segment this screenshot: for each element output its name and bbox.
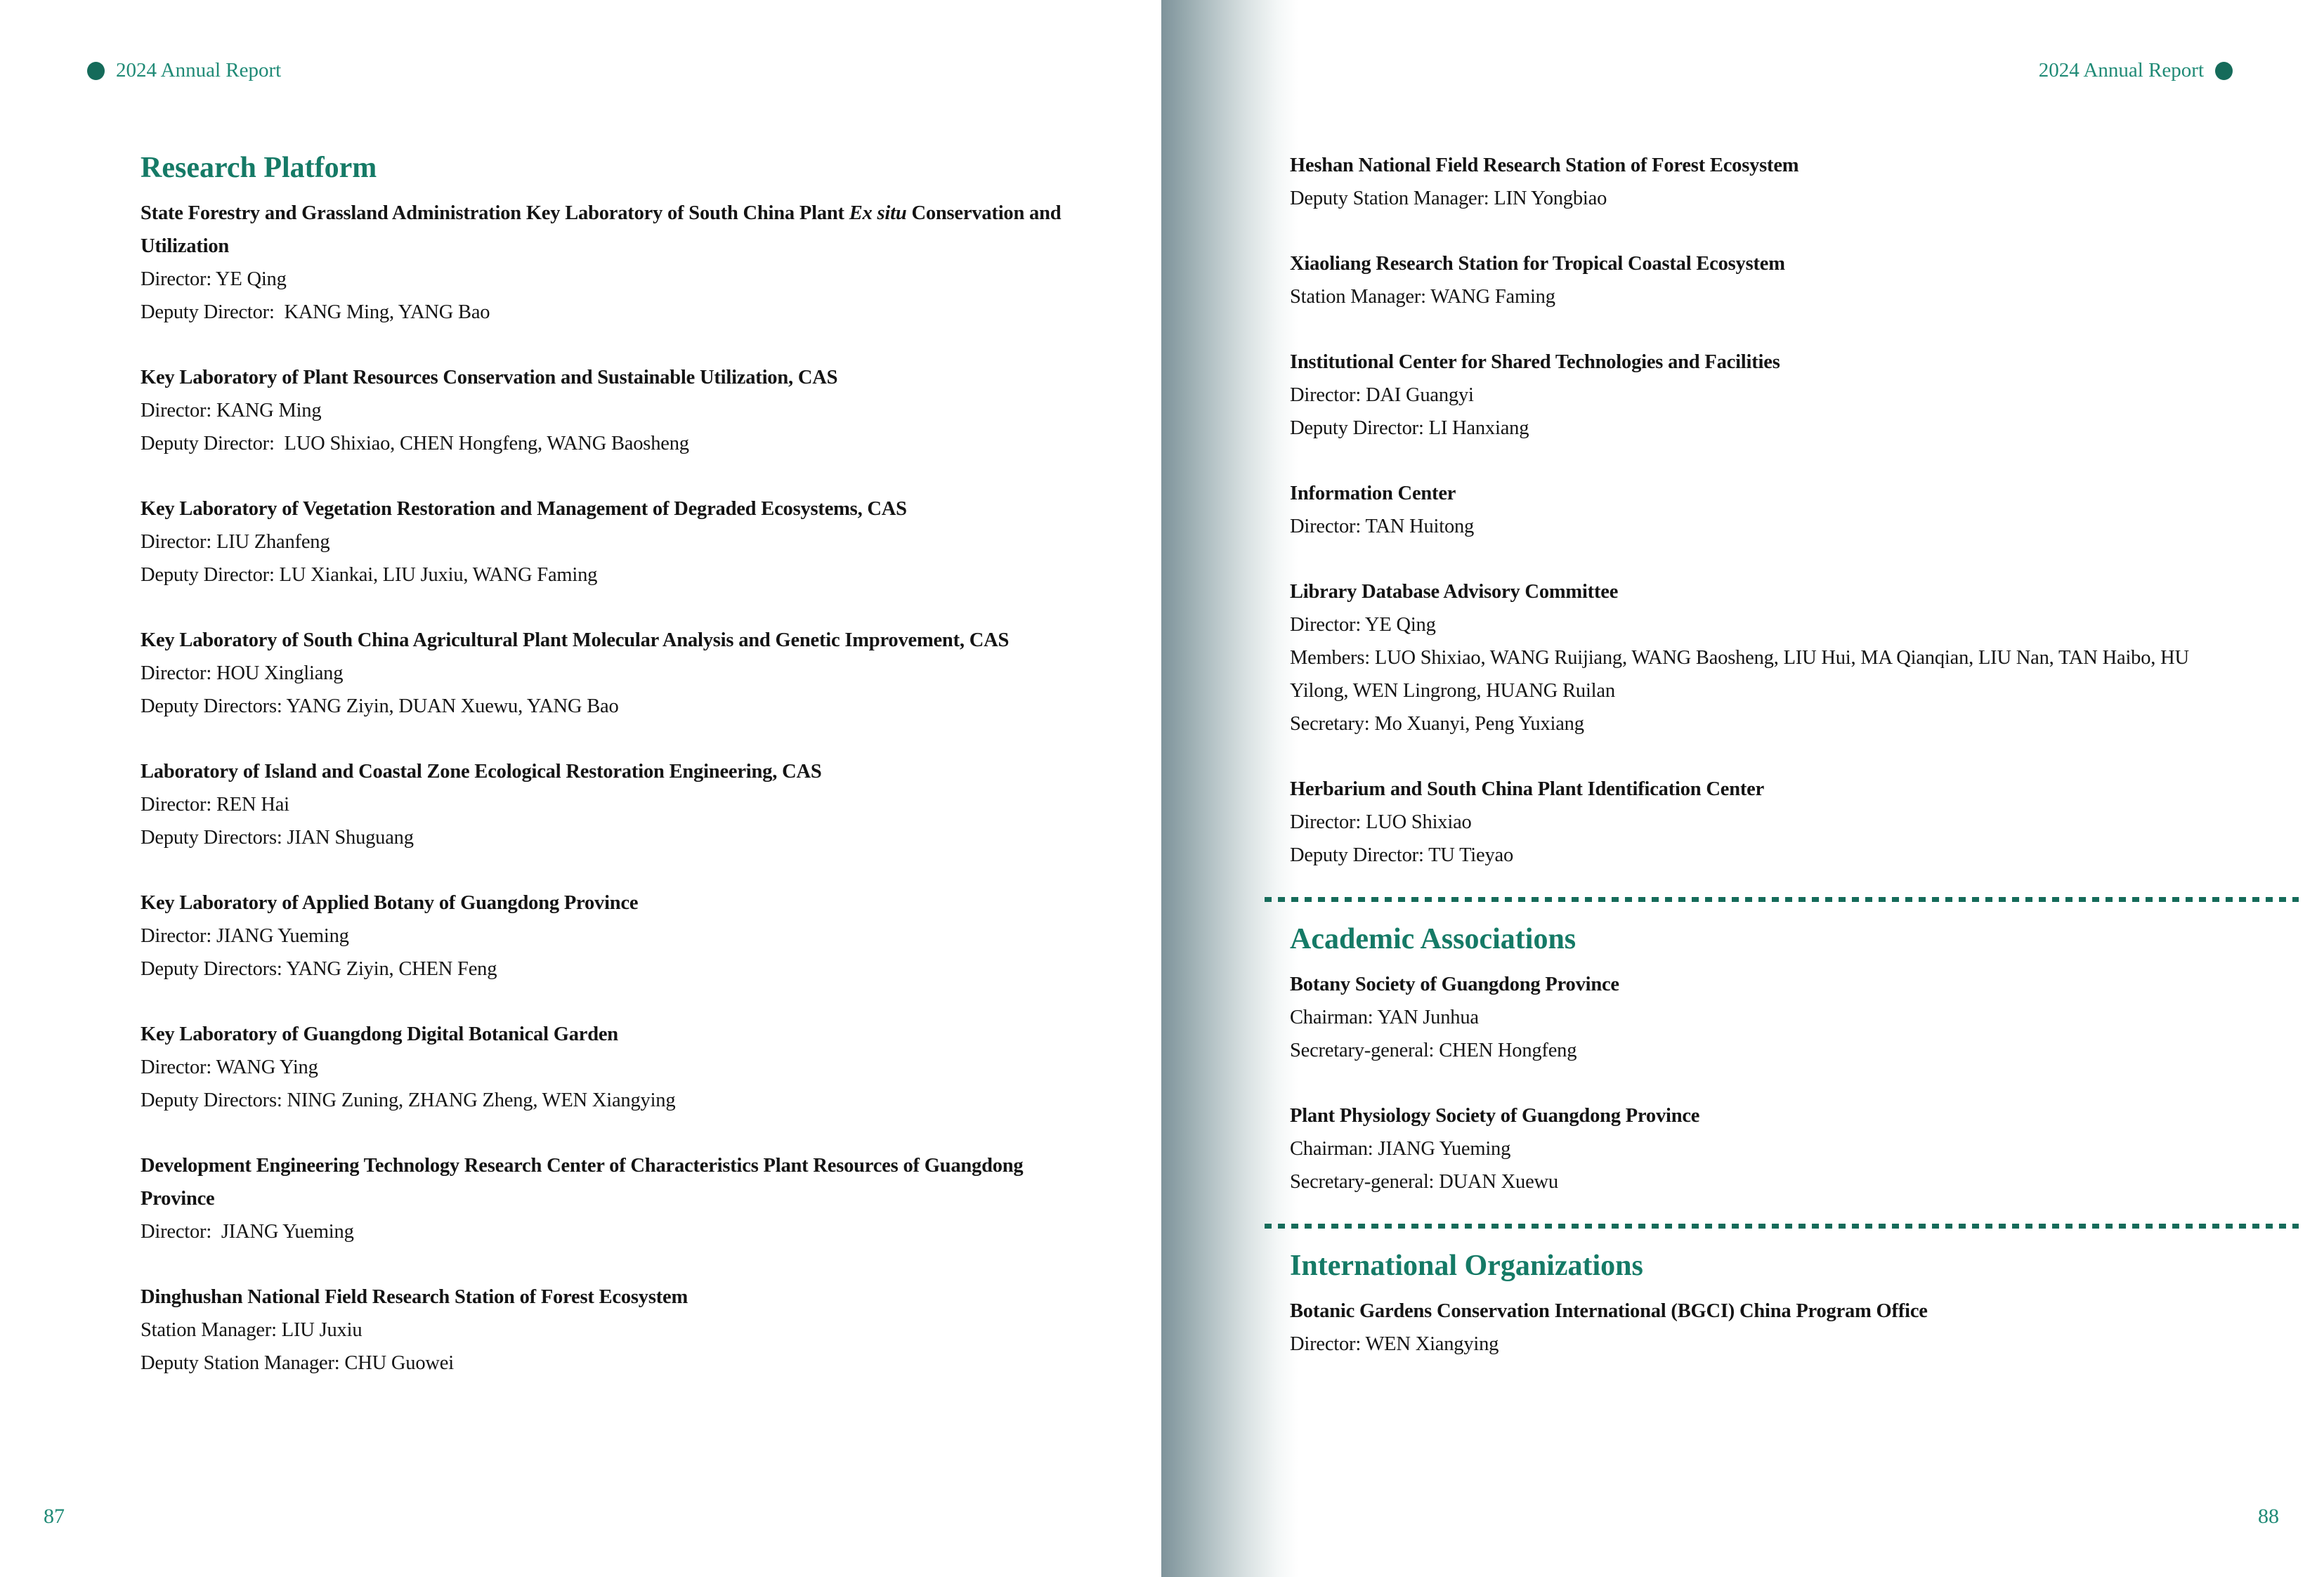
org-title-run: Key Laboratory of South China Agricultural Plant Molecular Analysis and Genetic Improvement, CAS [141,629,1010,651]
org-detail-line: Deputy Director: LU Xiankai, LIU Juxiu, WANG Faming [141,564,598,586]
org-title [141,361,1075,394]
org-detail-line: Deputy Directors: NING Zuning, ZHANG Zheng, WEN Xiangying [141,1089,676,1111]
org-block [1290,149,2251,215]
org-detail-line: Chairman: YAN Junhua [1290,1007,1479,1028]
section-heading: Research Platform [141,152,377,184]
org-block [1290,1295,2251,1361]
org-detail-line: Director: JIANG Yueming [141,925,349,947]
org-detail-line: Director: WEN Xiangying [1290,1333,1499,1355]
org-detail-line: Director: LIU Zhanfeng [141,531,330,553]
org-title-run: Key Laboratory of Guangdong Digital Botanical Garden [141,1023,618,1045]
org-block [141,492,1075,591]
org-detail-line: Deputy Director: KANG Ming, YANG Bao [141,301,490,323]
org-title [1290,477,2251,510]
org-title [1290,346,2251,379]
org-title [1290,247,2251,280]
org-title [141,492,1075,525]
org-title-run: Herbarium and South China Plant Identification Center [1290,778,1765,800]
org-block [1290,575,2251,740]
org-title-run: Library Database Advisory Committee [1290,581,1619,603]
org-title-run: Institutional Center for Shared Technologies and Facilities [1290,351,1780,373]
org-detail-line: Secretary-general: CHEN Hongfeng [1290,1040,1577,1061]
org-block [141,624,1075,723]
page-number-right: 88 [2258,1505,2279,1528]
org-title [1290,968,2251,1001]
bullet-dot-icon [2215,62,2233,80]
org-detail-line: Deputy Station Manager: LIN Yongbiao [1290,188,1607,209]
org-title-run: Laboratory of Island and Coastal Zone Ecological Restoration Engineering, CAS [141,761,822,783]
org-title-run: Development Engineering Technology Research Center of Characteristics Plant Resources of Guangdong Province [141,1155,1029,1210]
org-block [141,1281,1075,1380]
org-title-run: Information Center [1290,483,1456,504]
org-title [1290,149,2251,182]
report-header-right [2039,59,2233,82]
org-title-run: Botany Society of Guangdong Province [1290,974,1619,995]
org-title-run: Heshan National Field Research Station of Forest Ecosystem [1290,155,1799,176]
org-detail-line: Director: HOU Xingliang [141,662,344,684]
org-title [141,1149,1075,1215]
org-title [141,886,1075,920]
org-detail-line: Director: YE Qing [1290,614,1436,636]
org-detail-line: Deputy Director: LI Hanxiang [1290,417,1529,439]
org-block [1290,477,2251,543]
org-title-run: Xiaoliang Research Station for Tropical Coastal Ecosystem [1290,253,1785,275]
org-block [141,361,1075,460]
report-header-left [87,59,281,82]
gutter-shadow [1161,0,1298,1577]
org-detail-line: Deputy Director: TU Tieyao [1290,844,1514,866]
org-detail-line: Director: REN Hai [141,794,289,816]
org-detail-line: Director: WANG Ying [141,1056,318,1078]
org-title [141,197,1075,263]
org-title-run: Key Laboratory of Vegetation Restoration and Management of Degraded Ecosystems, CAS [141,498,907,520]
org-detail-line: Deputy Director: LUO Shixiao, CHEN Hongfeng, WANG Baosheng [141,433,689,454]
left-page-content [141,149,1075,1412]
org-block [141,886,1075,986]
section-heading: Academic Associations [1290,923,1576,955]
org-block [1290,773,2251,872]
org-title-run: Key Laboratory of Applied Botany of Guangdong Province [141,892,639,914]
org-block [141,197,1075,329]
org-title [1290,773,2251,806]
org-detail-line: Director: TAN Huitong [1290,516,1475,537]
org-block [141,1018,1075,1117]
org-title [1290,1295,2251,1328]
org-block [1290,247,2251,313]
org-detail-line: Director: LUO Shixiao [1290,811,1472,833]
org-title [141,624,1075,657]
org-detail-line: Members: LUO Shixiao, WANG Ruijiang, WANG Baosheng, LIU Hui, MA Qianqian, LIU Nan, TAN Haibo, HU Yilong, WEN Lingrong, HUANG Ruilan [1290,647,2193,702]
page-number-left: 87 [44,1505,65,1528]
org-detail-line: Deputy Station Manager: CHU Guowei [141,1352,454,1374]
org-title-italic-run: Ex situ [849,202,907,224]
section-divider [1265,897,2299,902]
org-title [141,755,1075,788]
org-title-run: Dinghushan National Field Research Station of Forest Ecosystem [141,1286,688,1308]
header-title-right: 2024 Annual Report [2038,59,2204,81]
org-detail-line: Chairman: JIANG Yueming [1290,1138,1511,1160]
org-title-run: Conservation and Utilization [141,202,1066,257]
org-title [1290,575,2251,608]
section-divider [1265,1224,2299,1229]
org-block [141,755,1075,854]
org-block [1290,1099,2251,1198]
org-title-run: Key Laboratory of Plant Resources Conservation and Sustainable Utilization, CAS [141,367,838,388]
org-detail-line: Director: DAI Guangyi [1290,384,1474,406]
org-detail-line: Secretary: Mo Xuanyi, Peng Yuxiang [1290,713,1584,735]
org-detail-line: Station Manager: WANG Faming [1290,286,1555,308]
org-title-run: Plant Physiology Society of Guangdong Province [1290,1105,1700,1127]
org-detail-line: Director: YE Qing [141,268,287,290]
org-detail-line: Station Manager: LIU Juxiu [141,1319,363,1341]
org-block [1290,346,2251,445]
right-page-content [1290,149,2251,1393]
org-detail-line: Deputy Directors: YANG Ziyin, CHEN Feng [141,958,497,980]
bullet-dot-icon [87,62,105,80]
org-detail-line: Director: KANG Ming [141,400,322,421]
section-heading: International Organizations [1290,1250,1643,1282]
org-detail-line: Deputy Directors: JIAN Shuguang [141,827,414,849]
org-title-run: Botanic Gardens Conservation International (BGCI) China Program Office [1290,1300,1928,1322]
org-title [141,1281,1075,1314]
org-detail-line: Deputy Directors: YANG Ziyin, DUAN Xuewu, YANG Bao [141,695,619,717]
org-title [1290,1099,2251,1132]
org-title-run: State Forestry and Grassland Administration Key Laboratory of South China Plant [141,202,849,224]
org-detail-line: Director: JIANG Yueming [141,1221,354,1243]
org-title [141,1018,1075,1051]
org-block [141,1149,1075,1248]
org-detail-line: Secretary-general: DUAN Xuewu [1290,1171,1558,1193]
org-block [1290,968,2251,1067]
header-title-left: 2024 Annual Report [116,59,282,81]
